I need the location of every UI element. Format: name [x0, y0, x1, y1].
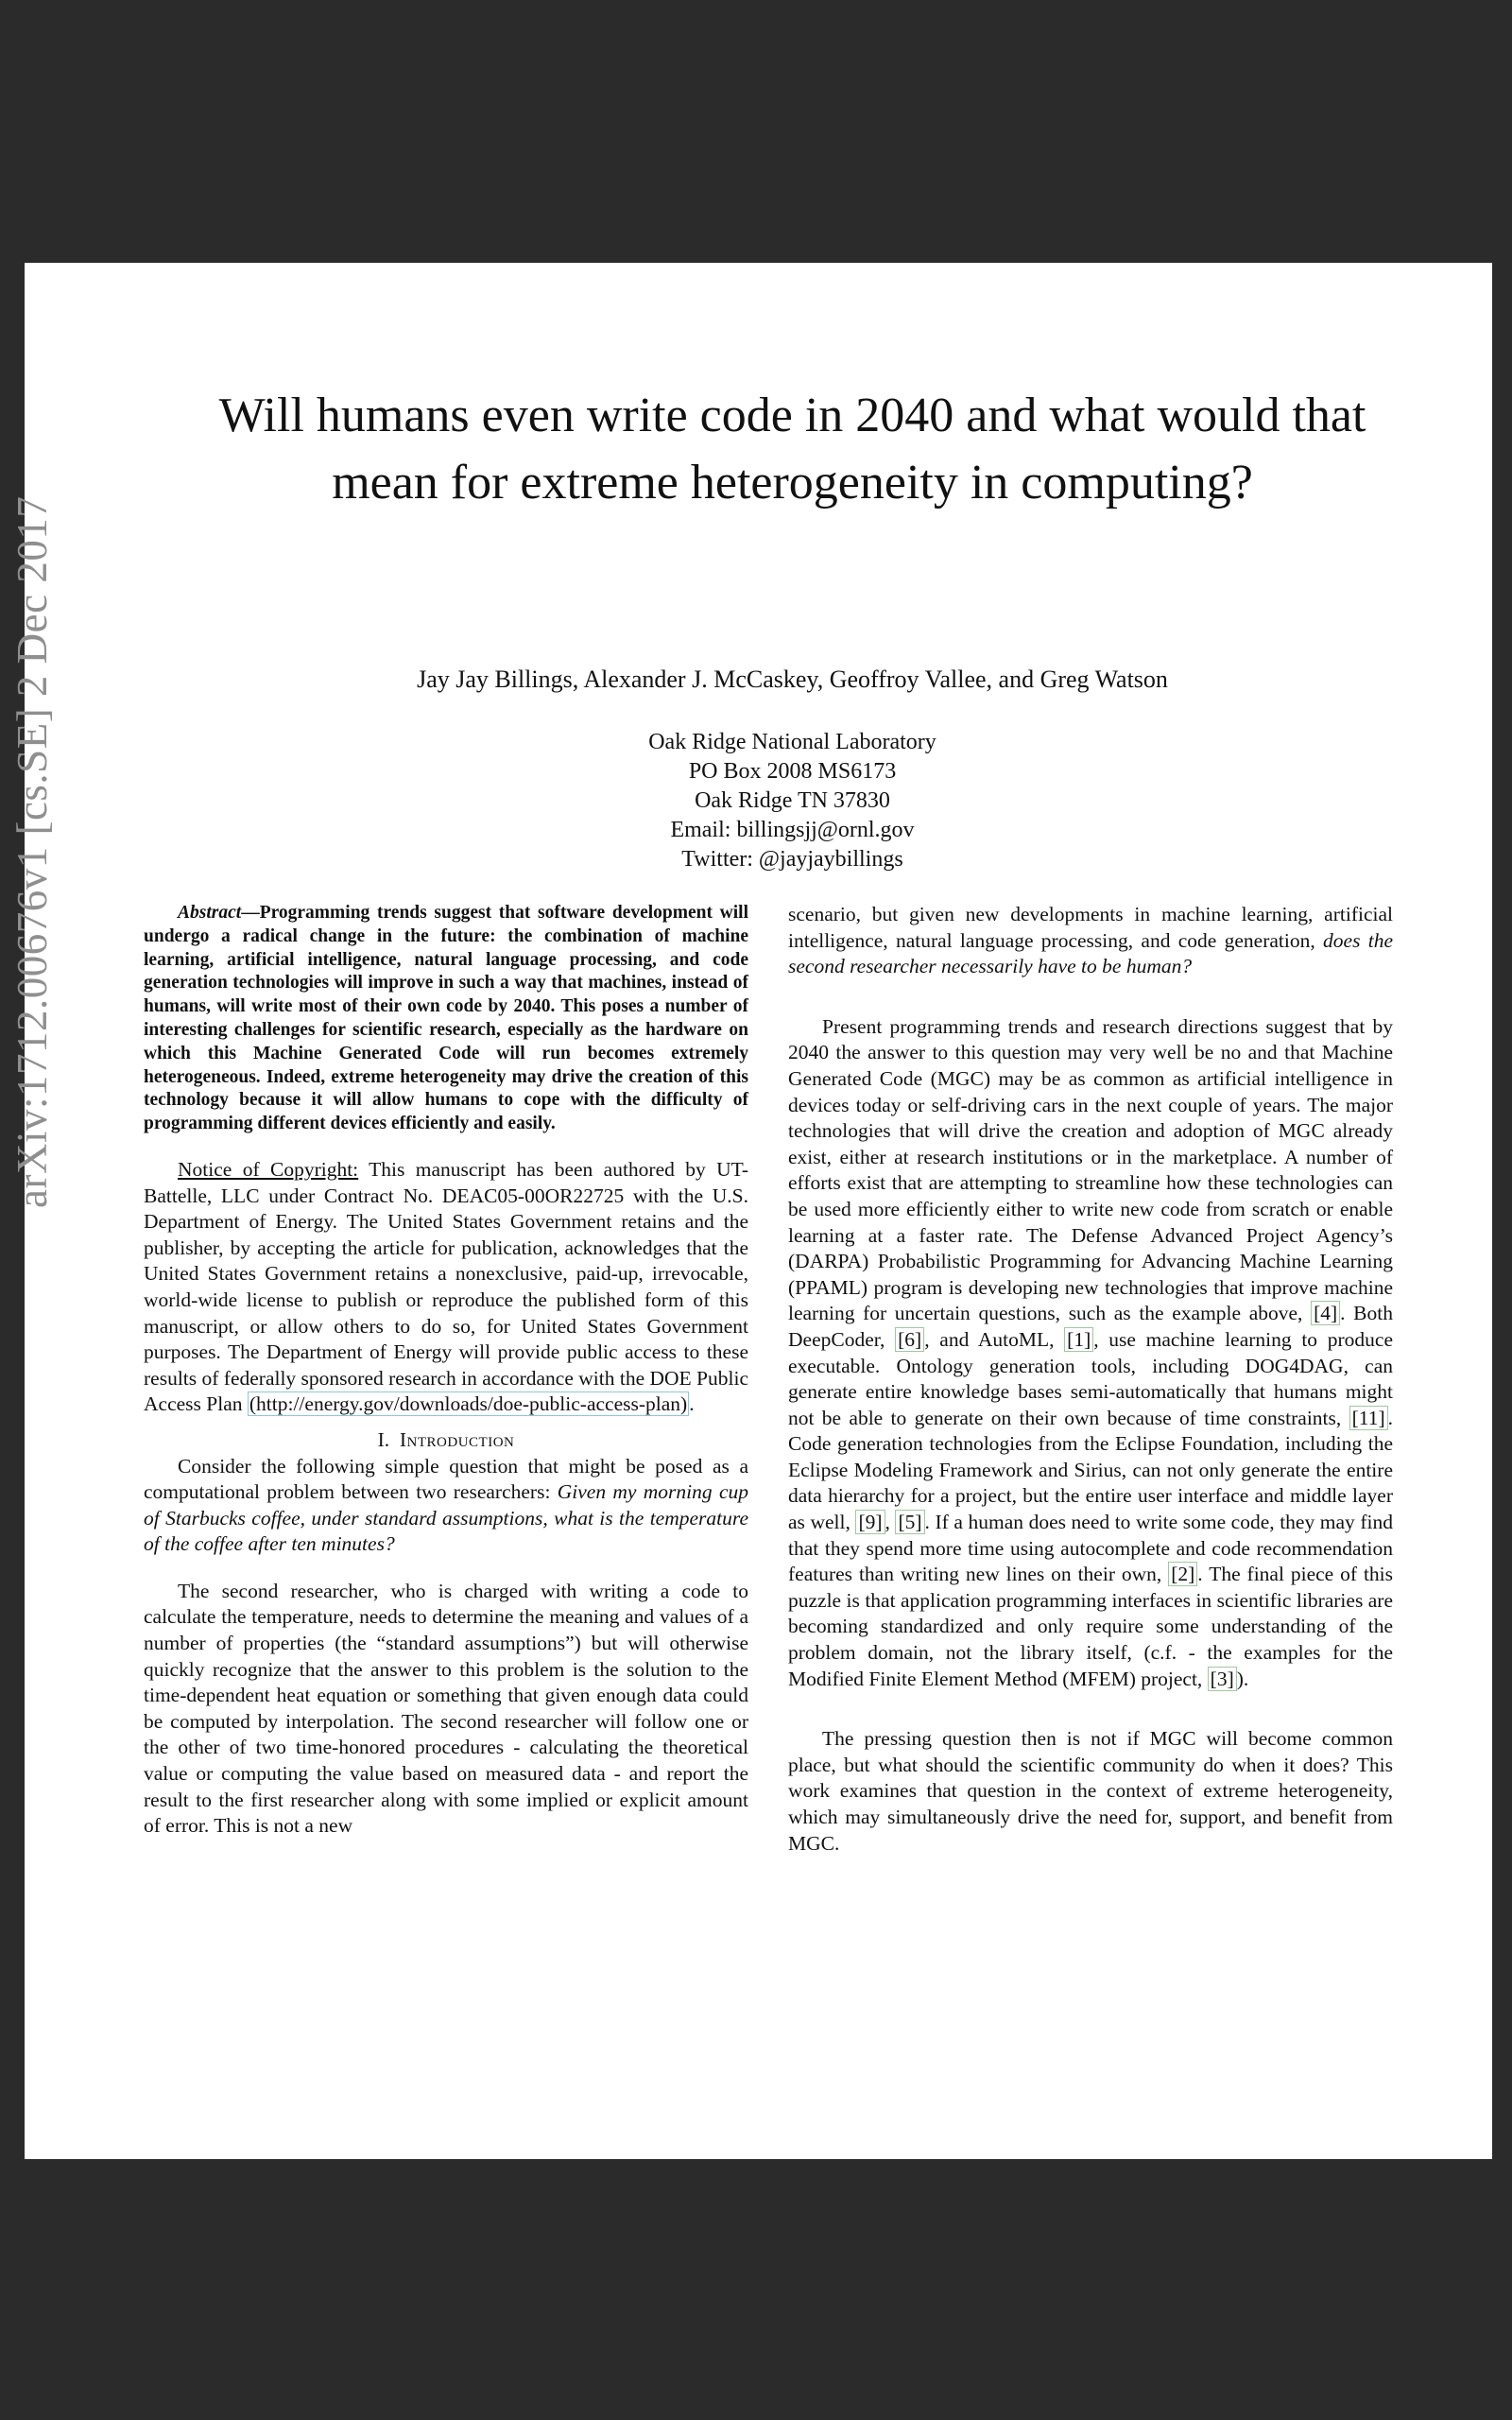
p3-text-b: . Both DeepCoder, [788, 1302, 1393, 1351]
author-list: Jay Jay Billings, Alexander J. McCaskey, Geoffroy Vallee, and Greg Watson [417, 666, 1168, 693]
copyright-end: . [689, 1392, 695, 1416]
copyright-notice [144, 1157, 748, 1418]
affiliation-block [166, 728, 1418, 874]
affiliation-org: Oak Ridge National Laboratory [648, 730, 936, 754]
left-column [144, 902, 748, 1840]
right-column [788, 902, 1393, 1857]
p3-text-c: , and AutoML, [924, 1327, 1065, 1351]
abstract-label: Abstract [178, 903, 242, 923]
p3-text-d: , use machine learning to produce executable. Ontology generation tools, including DOG4DAG, can generate entire knowledge bases semi-automatically that humans might not be able to generate on their own because of time constraints, [788, 1327, 1393, 1429]
citation-11[interactable]: [11] [1349, 1406, 1388, 1430]
affiliation-email[interactable]: Email: billingsjj@ornl.gov [670, 818, 915, 842]
p3-text-e: . Code generation technologies from the Eclipse Foundation, including the Eclipse Modeling Framework and Sirius, can not only generate the entire data hierarchy for a project, but the entire user interface and middle layer as well, [788, 1406, 1393, 1534]
abstract [144, 902, 748, 1136]
p3-text-a: Present programming trends and research directions suggest that by 2040 the answer to this question may very well be no and that Machine Generated Code (MGC) may be as common as artificial intelligence in devices today or self-driving cars in the next couple of years. The major technologies that will drive the creation and adoption of MGC already exist, either at research institutions or in the marketplace. A number of efforts exist that are attempting to streamline how these technologies can be used more efficiently either to write new code from scratch or enable learning at a faster rate. The Defense Advanced Project Agency’s (DARPA) Probabilistic Programming for Advancing Machine Learning (PPAML) program is developing new technologies that improve machine learning for uncertain questions, such as the example above, [788, 1014, 1393, 1325]
doe-access-plan-link[interactable]: (http://energy.gov/downloads/doe-public-access-plan) [249, 1392, 688, 1416]
p3-text-h: . The final piece of this puzzle is that application programming interfaces in scientific libraries are becoming standardized and only require some understanding of the problem domain, not the library itself, (c.f. - the examples for the Modified Finite Element Method (MFEM) project, [788, 1563, 1394, 1690]
copyright-label: Notice of Copyright: [178, 1157, 359, 1181]
intro-paragraph-2-continued [788, 902, 1393, 980]
intro-p1-question: Given my morning cup of Starbucks coffee, under standard assumptions, what is the temperature of the coffee after ten minutes? [144, 1480, 748, 1556]
affiliation-city: Oak Ridge TN 37830 [695, 788, 890, 813]
intro-p2-question: does the second researcher necessarily have to be human? [788, 928, 1393, 978]
p3-text-g: . If a human does need to write some code, they may find that they spend more time using autocomplete and code recommendation features than writing new lines on their own, [788, 1511, 1394, 1586]
citation-4[interactable]: [4] [1311, 1301, 1340, 1325]
section-name: Introduction [399, 1427, 515, 1451]
citation-6[interactable]: [6] [895, 1327, 924, 1352]
intro-paragraph-2: The second researcher, who is charged with writing a code to calculate the temperature, needs to determine the meaning and values of a number of properties (the “standard assumptions”) but will otherwise quickly recognize that the answer to this problem is the solution to the time-dependent heat equation or something that given enough data could be computed by interpolation. The second researcher will follow one or the other of two time-honored procedures - calculating the theoretical value or computing the value based on measured data - and report the result to the first researcher along with some implied or explicit amount of error. This is not a new [144, 1579, 748, 1838]
arxiv-stamp: arXiv:1712.00676v1 [cs.SE] 2 Dec 2017 [9, 495, 56, 1208]
affiliation-twitter: Twitter: @jayjaybillings [681, 847, 903, 872]
section-heading-introduction [144, 1427, 748, 1454]
p3-text-f: , [885, 1511, 896, 1534]
p3-text-i: ). [1236, 1667, 1249, 1690]
intro-p1-text: Consider the following simple question that might be posed as a computational problem between two researchers: [144, 1454, 748, 1504]
intro-paragraph-4: The pressing question then is not if MGC will become common place, but what should the scientific community do when it does? This work examines that question in the context of extreme heterogeneity, which may simultaneously drive the need for, support, and benefit from MGC. [788, 1727, 1393, 1855]
abstract-text: —Programming trends suggest that software development will undergo a radical change in the future: the combination of machine learning, artificial intelligence, natural language processing, and code generation technologies will improve in such a way that machines, instead of humans, will write most of their own code by 2040. This poses a number of interesting challenges for scientific research, especially as the hardware on which this Machine Generated Code will run becomes extremely heterogeneous. Indeed, extreme heterogeneity may drive the creation of this technology because it will allow humans to cope with the difficulty of programming different devices efficiently and easily. [144, 903, 748, 1134]
copyright-text: This manuscript has been authored by UT- Battelle, LLC under Contract No. DEAC05-00OR22725 with the U.S. Department of Energy. The United States Government retains and the publisher, by accepting the article for publication, acknowledges that the United States Government retains a nonexclusive, paid-up, irrevocable, world-wide license to publish or reproduce the published form of this manuscript, or allow others to do so, for United States Government purposes. The Department of Energy will provide public access to these results of federally sponsored research in accordance with the DOE Public Access Plan [144, 1157, 748, 1416]
intro-p2-cont-text: scenario, but given new developments in machine learning, artificial intelligence, natural language processing, and code generation, [788, 903, 1393, 952]
paper-page [9, 263, 1492, 2159]
citation-5[interactable]: [5] [895, 1510, 924, 1534]
citation-3[interactable]: [3] [1208, 1667, 1237, 1691]
intro-paragraph-1 [144, 1454, 748, 1558]
citation-2[interactable]: [2] [1168, 1562, 1197, 1586]
paper-title: Will humans even write code in 2040 and what would that mean for extreme heterogeneity in computing? [218, 389, 1366, 510]
affiliation-box: PO Box 2008 MS6173 [688, 759, 897, 784]
section-number: I. [377, 1427, 390, 1451]
intro-paragraph-3 [788, 1014, 1393, 1692]
citation-9[interactable]: [9] [855, 1510, 885, 1534]
citation-1[interactable]: [1] [1064, 1327, 1093, 1352]
